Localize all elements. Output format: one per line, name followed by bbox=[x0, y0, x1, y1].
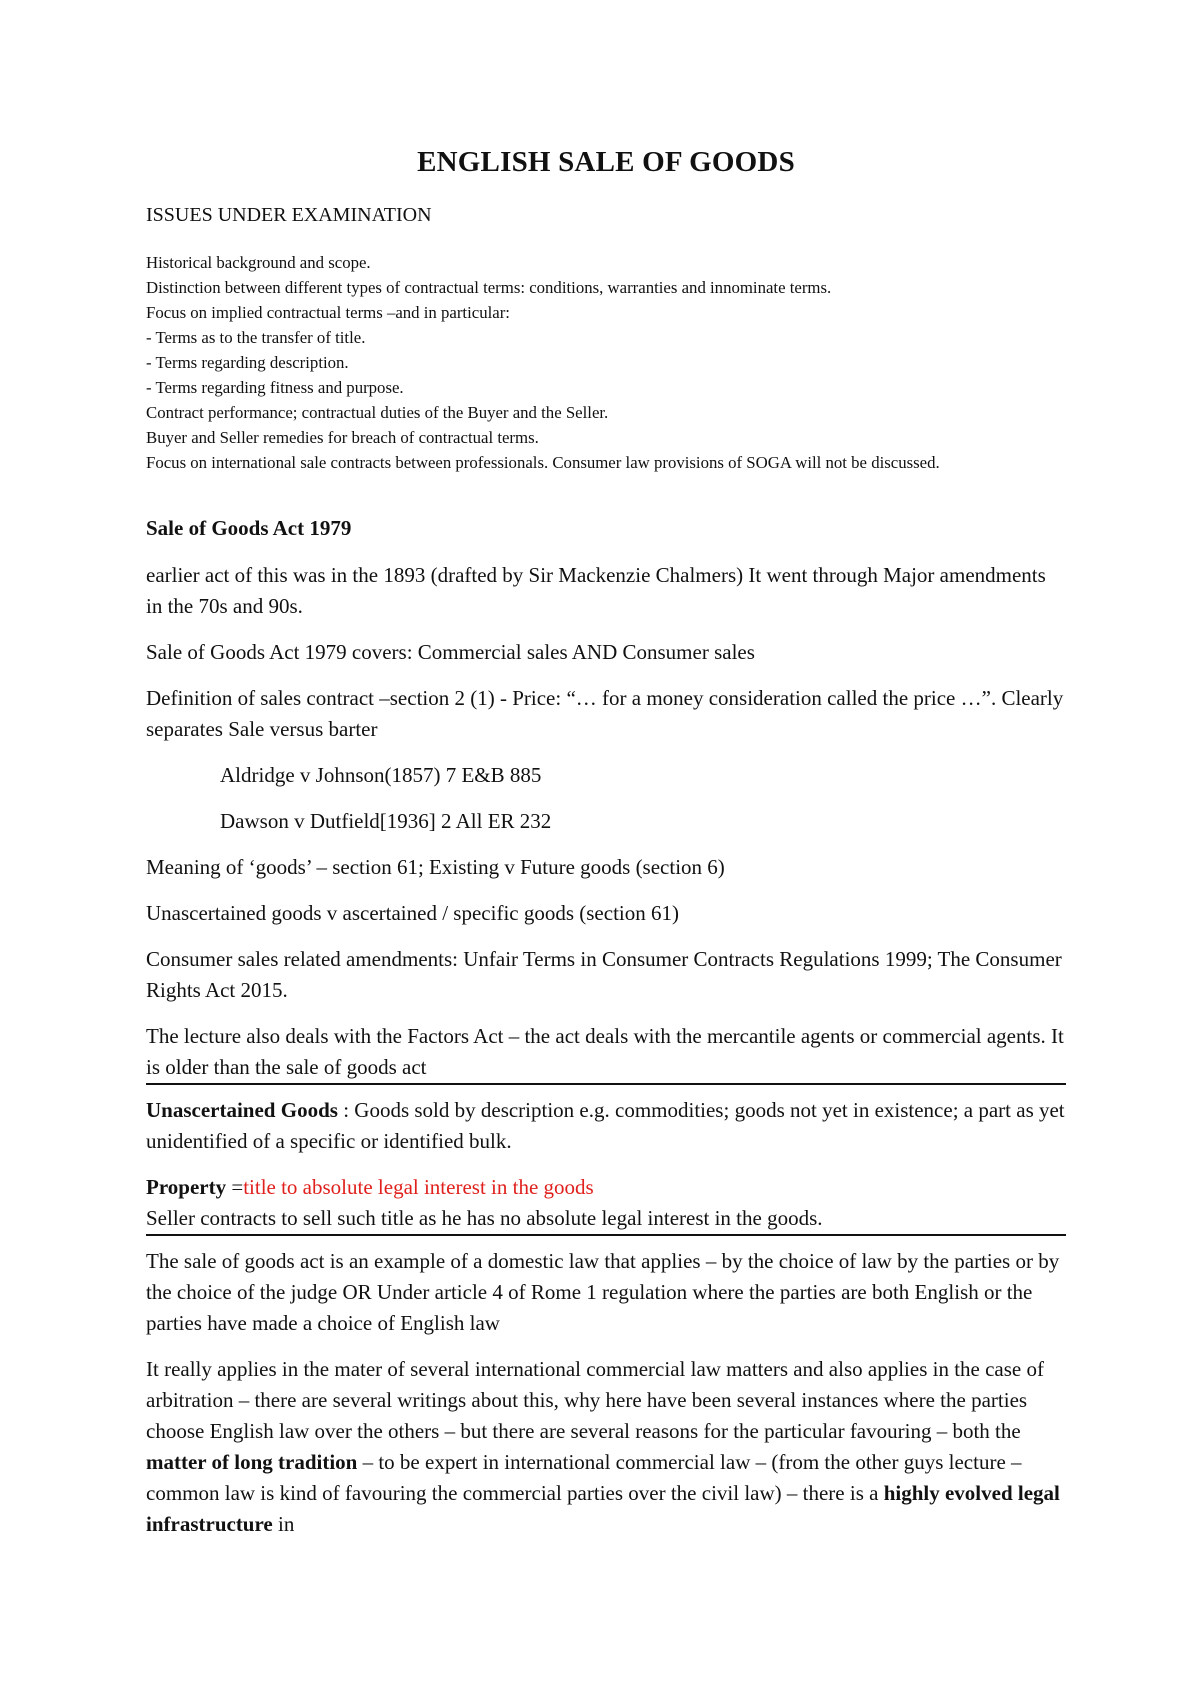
highlighted-definition: title to absolute legal interest in the goods bbox=[243, 1175, 594, 1199]
paragraph bbox=[146, 1354, 1066, 1540]
document-title: ENGLISH SALE OF GOODS bbox=[417, 146, 795, 178]
case-citation: Aldridge v Johnson(1857) 7 E&B 885 bbox=[220, 763, 542, 787]
paragraph: Meaning of ‘goods’ – section 61; Existing v Future goods (section 6) bbox=[146, 855, 725, 879]
issue-item: - Terms as to the transfer of title. bbox=[146, 328, 366, 347]
issues-heading: ISSUES UNDER EXAMINATION bbox=[146, 204, 432, 226]
paragraph: earlier act of this was in the 1893 (drafted by Sir Mackenzie Chalmers) It went through Major amendments in the 70s and 90s. bbox=[146, 563, 1046, 618]
issues-list bbox=[146, 250, 1066, 475]
divider bbox=[146, 1234, 1066, 1236]
definition-unascertained bbox=[146, 1095, 1066, 1157]
issue-item: Historical background and scope. bbox=[146, 253, 371, 272]
equals-sign: = bbox=[226, 1175, 244, 1199]
emphasis: matter of long tradition bbox=[146, 1450, 358, 1474]
text-run: It really applies in the mater of several international commercial law matters and also applies in the case of arbitration – there are several writings about this, why here have been several instances where the parties choose English law over the others – but there are several reasons for the particular favouring – both the bbox=[146, 1357, 1044, 1443]
issue-item: - Terms regarding description. bbox=[146, 353, 349, 372]
text-run: – to be expert in international commercial law – (from the other guys lecture – common law is kind of favouring the commercial parties over the civil law) – there is a bbox=[146, 1450, 1022, 1505]
issue-item: - Terms regarding fitness and purpose. bbox=[146, 378, 404, 397]
case-citation: Dawson v Dutfield[1936] 2 All ER 232 bbox=[220, 809, 552, 833]
term-label: Property bbox=[146, 1175, 227, 1199]
paragraph: The sale of goods act is an example of a domestic law that applies – by the choice of law by the parties or by the choice of the judge OR Under article 4 of Rome 1 regulation where the parties are both English or the parties have made a choice of English law bbox=[146, 1249, 1060, 1335]
divider bbox=[146, 1083, 1066, 1085]
text-run: in bbox=[272, 1512, 295, 1536]
definition-property bbox=[146, 1172, 1066, 1234]
issue-item: Buyer and Seller remedies for breach of contractual terms. bbox=[146, 428, 539, 447]
emphasis: highly evolved legal infrastructure bbox=[146, 1481, 1060, 1536]
definition-text: Seller contracts to sell such title as he has no absolute legal interest in the goods. bbox=[146, 1206, 823, 1230]
issue-item: Contract performance; contractual duties of the Buyer and the Seller. bbox=[146, 403, 609, 422]
term-label: Unascertained Goods bbox=[146, 1098, 338, 1122]
paragraph: Consumer sales related amendments: Unfair Terms in Consumer Contracts Regulations 1999; The Consumer Rights Act 2015. bbox=[146, 947, 1062, 1002]
issue-item: Focus on international sale contracts between professionals. Consumer law provisions of SOGA will not be discussed. bbox=[146, 453, 940, 472]
issue-item: Focus on implied contractual terms –and in particular: bbox=[146, 303, 510, 322]
paragraph: Unascertained goods v ascertained / specific goods (section 61) bbox=[146, 901, 679, 925]
paragraph: The lecture also deals with the Factors Act – the act deals with the mercantile agents or commercial agents. It is older than the sale of goods act bbox=[146, 1024, 1064, 1079]
section-heading: Sale of Goods Act 1979 bbox=[146, 516, 352, 540]
paragraph: Sale of Goods Act 1979 covers: Commercial sales AND Consumer sales bbox=[146, 640, 755, 664]
paragraph: Definition of sales contract –section 2 (1) - Price: “… for a money consideration called the price …”. Clearly separates Sale versus barter bbox=[146, 686, 1064, 741]
issue-item: Distinction between different types of contractual terms: conditions, warranties and innominate terms. bbox=[146, 278, 832, 297]
body-text bbox=[146, 560, 1066, 1555]
definition-text: : Goods sold by description e.g. commodities; goods not yet in existence; a part as yet unidentified of a specific or identified bulk. bbox=[146, 1098, 1065, 1153]
